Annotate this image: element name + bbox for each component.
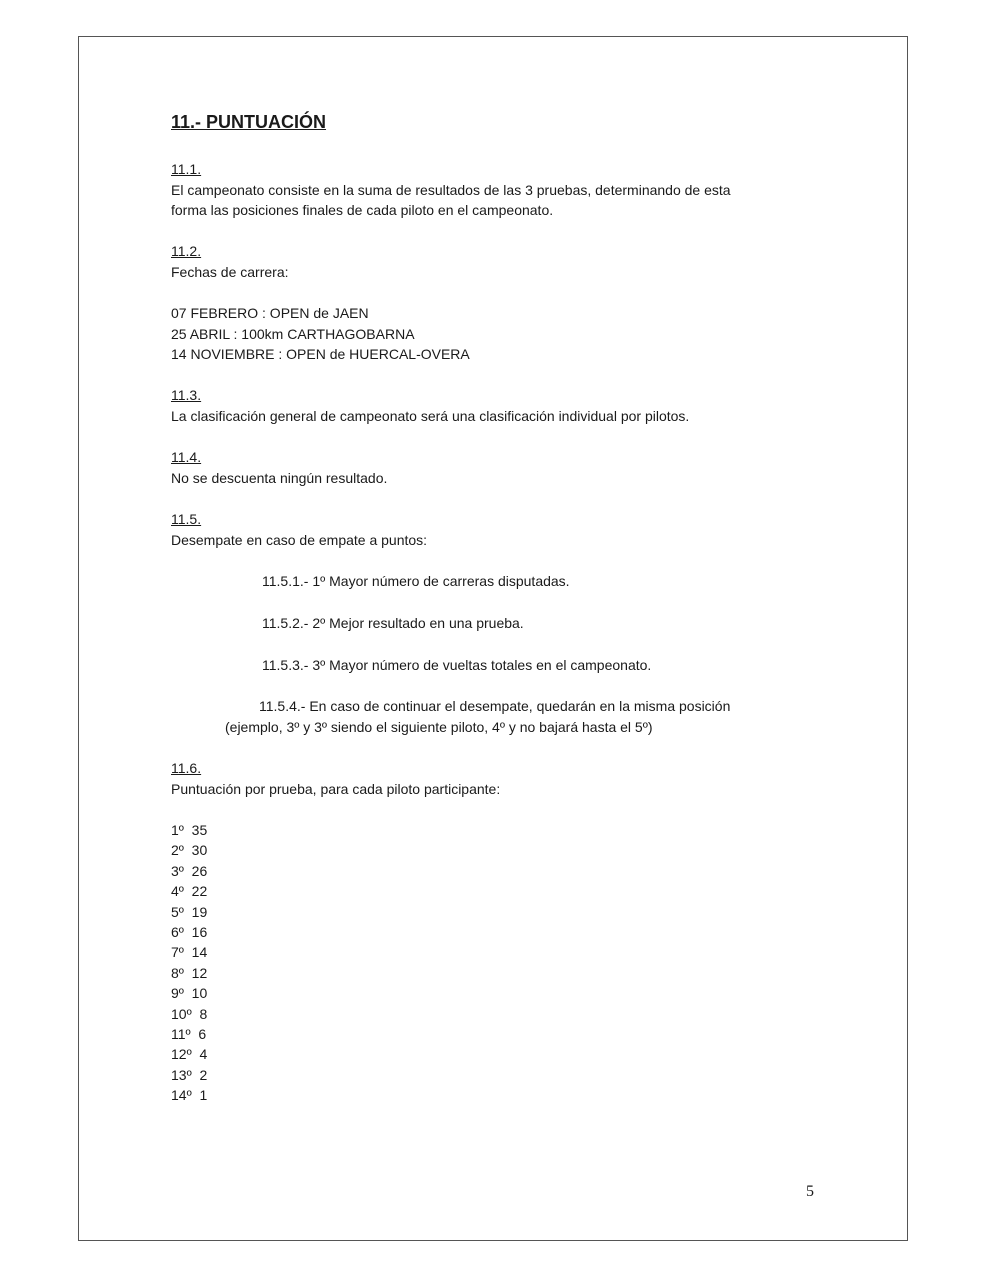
points-row: 7º 14 <box>171 944 208 961</box>
race-date: 25 ABRIL : 100km CARTHAGOBARNA <box>171 325 415 342</box>
paragraph-line: Desempate en caso de empate a puntos: <box>171 531 428 548</box>
tiebreak-rule-1: 11.5.1.- 1º Mayor número de carreras disputadas. <box>262 573 570 589</box>
points-row: 5º 19 <box>171 903 208 920</box>
section-11-1 <box>171 159 871 221</box>
tiebreak-rule-4-continued: (ejemplo, 3º y 3º siendo el siguiente piloto, 4º y no bajará hasta el 5º) <box>225 719 653 735</box>
points-row: 2º 30 <box>171 842 208 859</box>
race-dates-list <box>171 303 871 365</box>
section-number: 11.4. <box>171 449 202 465</box>
section-title: 11.- PUNTUACIÓN <box>171 112 327 132</box>
paragraph-line: Puntuación por prueba, para cada piloto participante: <box>171 780 501 797</box>
section-11-6 <box>171 758 871 799</box>
tiebreak-rule-3: 11.5.3.- 3º Mayor número de vueltas totales en el campeonato. <box>262 657 652 673</box>
section-11-4 <box>171 447 871 488</box>
section-number: 11.2. <box>171 243 202 259</box>
points-row: 12º 4 <box>171 1046 208 1063</box>
section-number: 11.6. <box>171 760 202 776</box>
page-number: 5 <box>806 1183 814 1200</box>
paragraph-line: No se descuenta ningún resultado. <box>171 469 388 486</box>
race-date: 14 NOVIEMBRE : OPEN de HUERCAL-OVERA <box>171 346 470 362</box>
points-table <box>171 820 207 1106</box>
section-number: 11.5. <box>171 511 202 527</box>
points-row: 4º 22 <box>171 883 208 900</box>
section-11-5 <box>171 509 871 550</box>
paragraph-line: forma las posiciones finales de cada piloto en el campeonato. <box>171 202 554 218</box>
tiebreak-rule-4: 11.5.4.- En caso de continuar el desempate, quedarán en la misma posición <box>259 698 731 714</box>
points-row: 3º 26 <box>171 862 208 879</box>
tiebreak-rule-2: 11.5.2.- 2º Mejor resultado en una prueba. <box>262 615 524 631</box>
section-11-3 <box>171 385 871 426</box>
paragraph-line: El campeonato consiste en la suma de resultados de las 3 pruebas, determinando de esta <box>171 181 731 198</box>
section-11-2 <box>171 241 871 282</box>
paragraph-line: Fechas de carrera: <box>171 263 289 280</box>
section-number: 11.3. <box>171 387 202 403</box>
points-row: 11º 6 <box>171 1026 207 1043</box>
race-date: 07 FEBRERO : OPEN de JAEN <box>171 305 369 321</box>
points-row: 8º 12 <box>171 964 208 981</box>
points-row: 9º 10 <box>171 985 208 1002</box>
points-row: 13º 2 <box>171 1066 208 1083</box>
points-row: 14º 1 <box>171 1087 208 1104</box>
points-row: 6º 16 <box>171 924 208 941</box>
section-number: 11.1. <box>171 161 202 177</box>
points-row: 1º 35 <box>171 822 208 838</box>
paragraph-line: La clasificación general de campeonato será una clasificación individual por pilotos. <box>171 407 690 424</box>
points-row: 10º 8 <box>171 1005 208 1022</box>
